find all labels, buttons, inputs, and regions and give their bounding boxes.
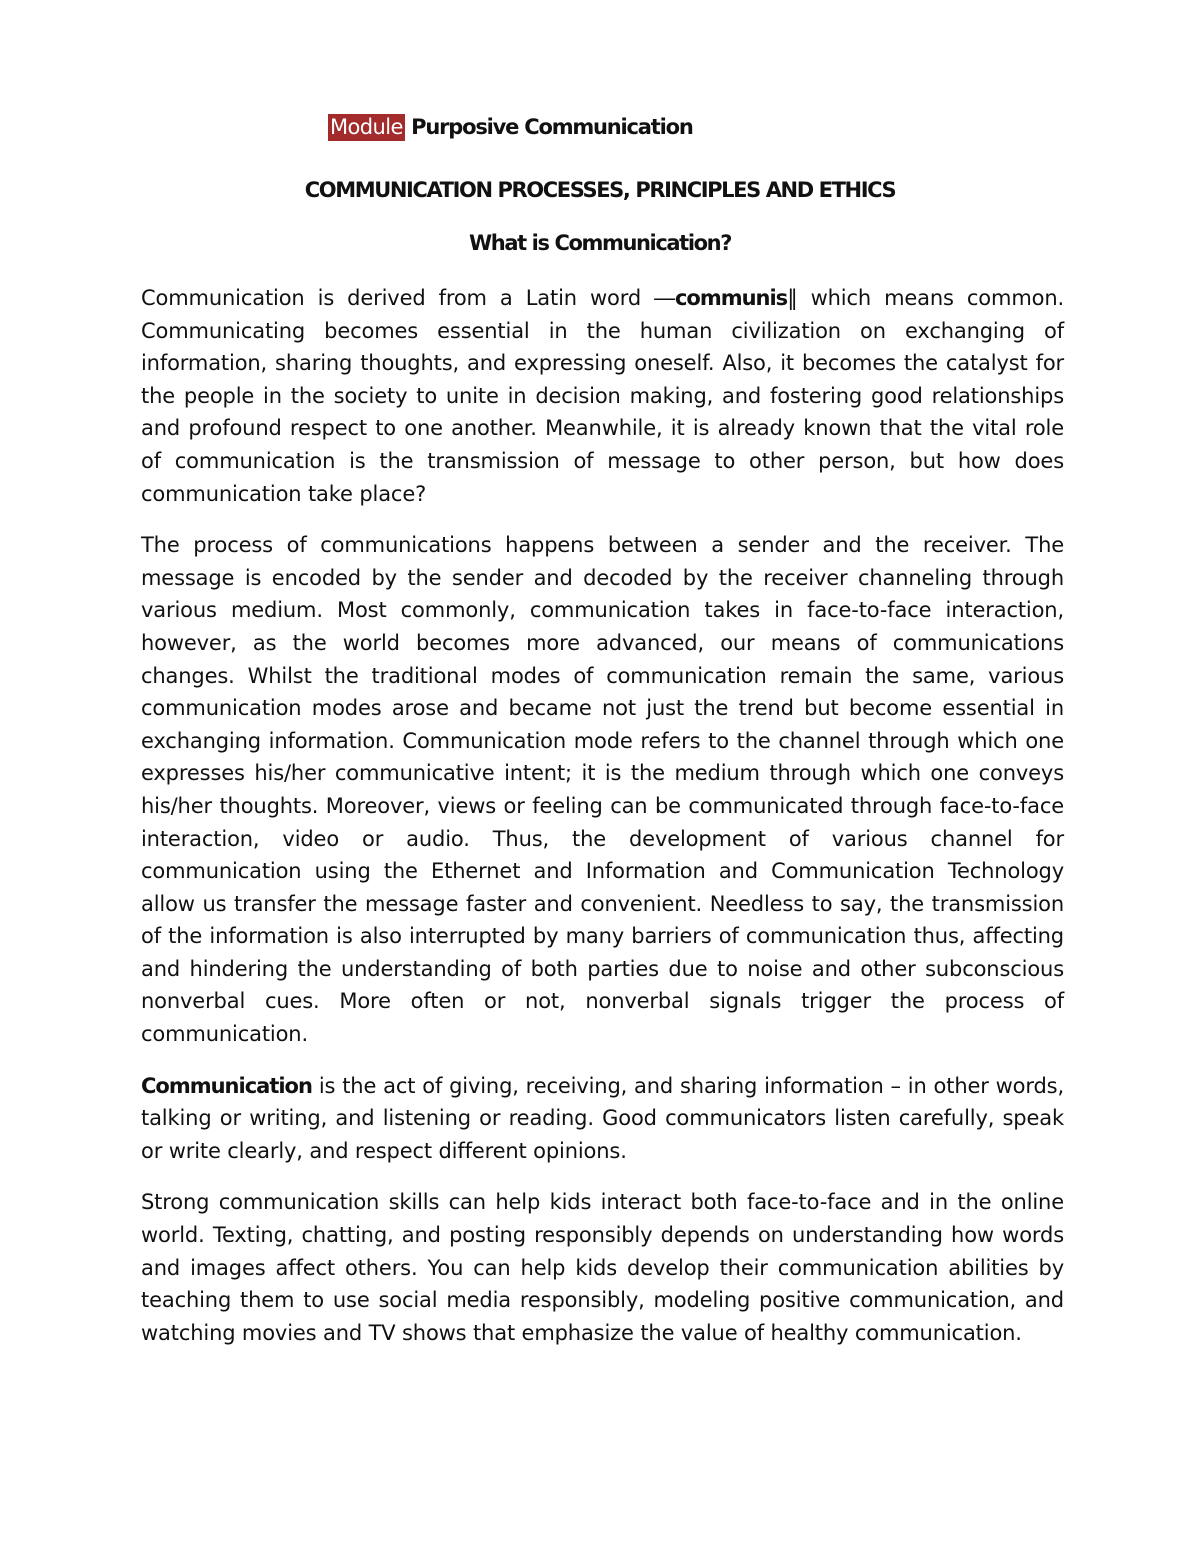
paragraph-3-text: is the act of giving, receiving, and sharing information – in other words, talking or writing, and listening or reading. Good communicators listen carefully, speak or write clearly, and respect different opinions. [141, 1073, 1064, 1163]
module-label: Module [330, 115, 403, 139]
paragraph-4: Strong communication skills can help kids interact both face-to-face and in the online world. Texting, chatting, and posting responsibly depends on understanding how words and images affect others. You can help kids develop their communication abilities by teaching them to use social media responsibly, modeling positive communication, and watching movies and TV shows that emphasize the value of healthy communication. [141, 1190, 1064, 1345]
module-header [328, 113, 693, 141]
document-title: COMMUNICATION PROCESSES, PRINCIPLES AND ETHICS [304, 178, 896, 202]
paragraph-1 [141, 282, 1064, 510]
document-body [141, 282, 1064, 1368]
definition-term: Communication [141, 1073, 312, 1098]
section-heading: What is Communication? [469, 231, 731, 255]
paragraph-2: The process of communications happens between a sender and the receiver. The message is encoded by the sender and decoded by the receiver channeling through various medium. Most commonly, communication takes in face-to-face interaction, however, as the world becomes more advanced, our means of communications changes. Whilst the traditional modes of communication remain the same, various communication modes arose and became not just the trend but become essential in exchanging information. Communication mode refers to the channel through which one expresses his/her communicative intent; it is the medium through which one conveys his/her thoughts. Moreover, views or feeling can be communicated through face-to-face interaction, video or audio. Thus, the development of various channel for communication using the Ethernet and Information and Communication Technology allow us transfer the message faster and convenient. Needless to say, the transmission of the information is also interrupted by many barriers of communication thus, affecting and hindering the understanding of both parties due to noise and other subconscious nonverbal cues. More often or not, nonverbal signals trigger the process of communication. [141, 533, 1064, 1047]
latin-term: communis [674, 286, 788, 310]
paragraph-1-text: ‖ which means common. Communicating becomes essential in the human civilization on exchanging of information, sharing thoughts, and expressing oneself. Also, it becomes the catalyst for the people in the society to unite in decision making, and fostering good relationships and profound respect to one another. Meanwhile, it is already known that the vital role of communication is the transmission of message to other person, but how does communication take place? [141, 286, 1065, 506]
course-title: Purposive Communication [411, 115, 693, 139]
paragraph-1-intro: Communication is derived from a Latin word ― [141, 286, 675, 310]
paragraph-3 [141, 1070, 1064, 1168]
